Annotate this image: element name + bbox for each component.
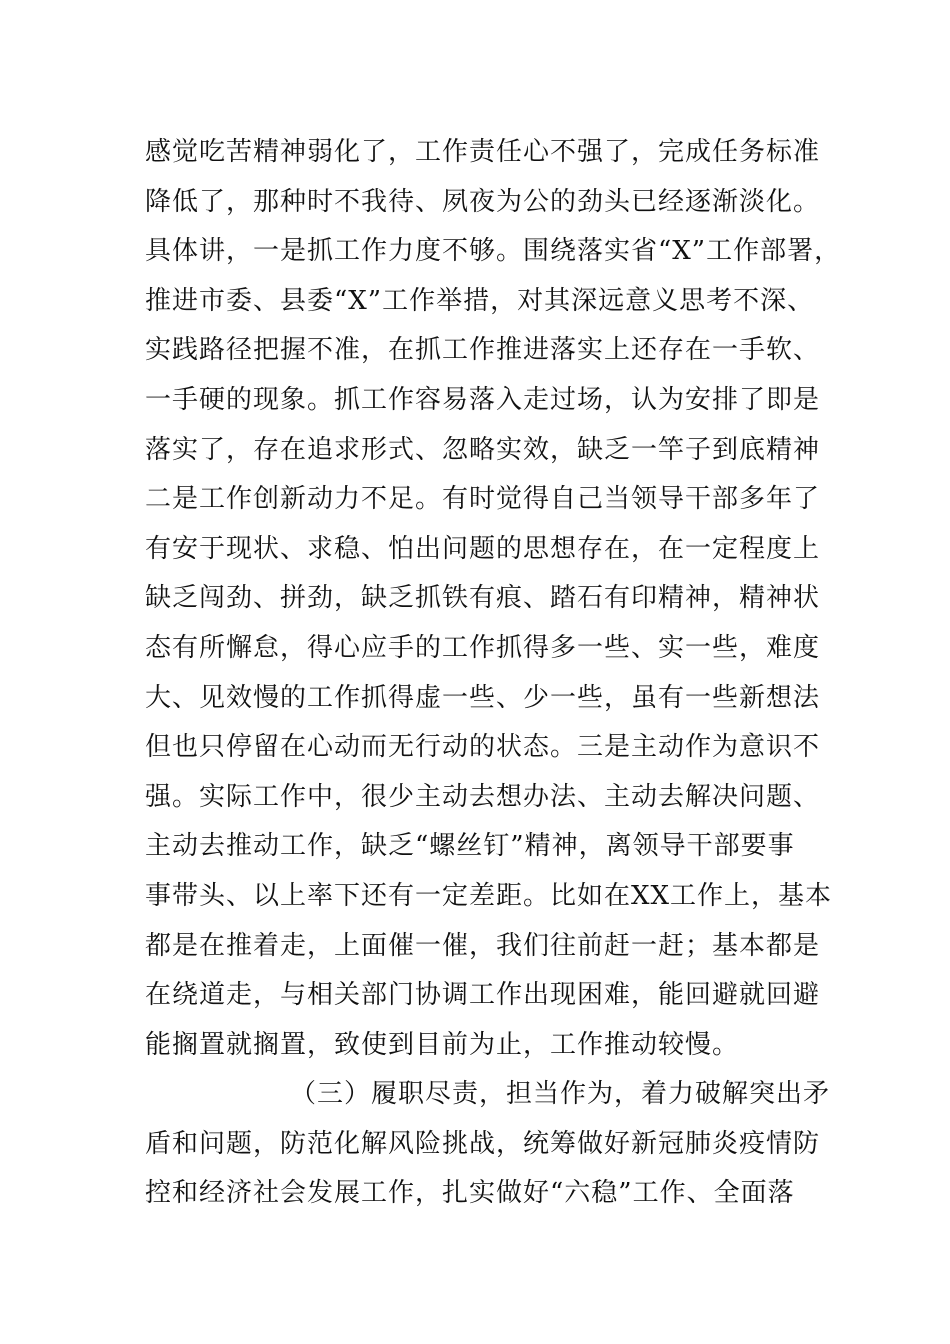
text-line: 但也只停留在心动而无行动的状态。三是主动作为意识不 [145, 732, 821, 763]
text-line: 有安于现状、求稳、怕出问题的思想存在，在一定程度上 [145, 533, 821, 564]
text-line: 落实了，存在追求形式、忽略实效，缺乏一竿子到底精神 [145, 434, 821, 465]
text-line: 推进市委、县委“X”工作举措，对其深远意义思考不深、 [145, 285, 815, 316]
body-text [145, 128, 842, 1219]
text-line: 感觉吃苦精神弱化了，工作责任心不强了，完成任务标准 [145, 137, 821, 167]
text-line: 一手硬的现象。抓工作容易落入走过场，认为安排了即是 [145, 384, 821, 415]
text-line: 都是在推着走，上面催一催，我们往前赶一赶；基本都是 [145, 930, 821, 961]
text-line: 降低了，那种时不我待、夙夜为公的劲头已经逐渐淡化。 [145, 186, 821, 217]
text-line: 缺乏闯劲、拼劲，缺乏抓铁有痕、踏石有印精神，精神状 [145, 583, 821, 614]
text-line: 大、见效慢的工作抓得虚一些、少一些，虽有一些新想法 [145, 682, 821, 713]
text-line: 二是工作创新动力不足。有时觉得自己当领导干部多年了 [145, 484, 821, 515]
text-line: 具体讲，一是抓工作力度不够。围绕落实省“X”工作部署， [145, 236, 842, 267]
section-heading-line: （三）履职尽责，担当作为，着力破解突出矛 [290, 1079, 831, 1110]
text-line: 控和经济社会发展工作，扎实做好“六稳”工作、全面落 [145, 1178, 795, 1209]
text-line: 态有所懈怠，得心应手的工作抓得多一些、实一些，难度 [145, 632, 821, 663]
text-line: 盾和问题，防范化解风险挑战，统筹做好新冠肺炎疫情防 [145, 1128, 821, 1159]
text-line: 能搁置就搁置，致使到目前为止，工作推动较慢。 [145, 1029, 740, 1060]
text-line: 实践路径把握不准，在抓工作推进落实上还存在一手软、 [145, 335, 821, 366]
text-line: 主动去推动工作，缺乏“螺丝钉”精神，离领导干部要事 [145, 831, 795, 862]
text-line: 在绕道走，与相关部门协调工作出现困难，能回避就回避 [145, 980, 821, 1011]
text-line: 事带头、以上率下还有一定差距。比如在XX工作上，基本 [145, 880, 833, 911]
text-line: 强。实际工作中，很少主动去想办法、主动去解决问题、 [145, 781, 821, 812]
